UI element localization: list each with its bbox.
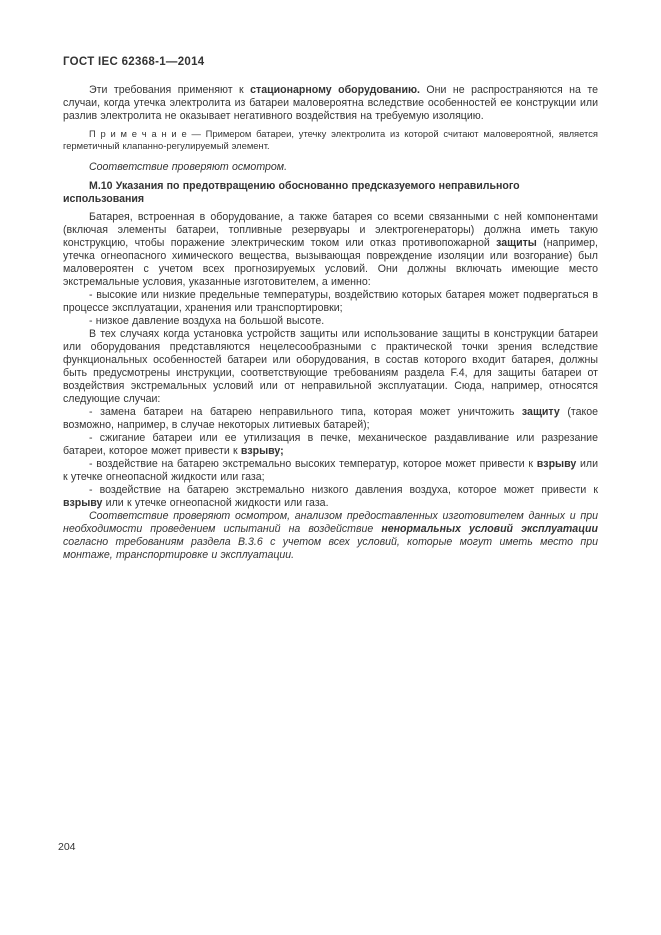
paragraph: [63, 406, 598, 432]
paragraph: [63, 161, 598, 174]
paragraph: [63, 289, 598, 315]
text-run: согласно требованиям раздела В.3.6 с учетом всех условий, которые могут иметь место при монтаже, транспортировке и эксплуатации.: [63, 536, 598, 561]
text-run: (такое возможно, например, в случае некоторых литиевых батарей);: [63, 406, 599, 431]
text-run: взрыву: [536, 458, 577, 470]
paragraph: [63, 484, 598, 510]
text-run: Соответствие проверяют осмотром.: [89, 161, 288, 173]
paragraph: [63, 432, 598, 458]
text-run: Они не распространяются на те случаи, когда утечка электролита из батареи маловероятна вследствие особенностей ее конструкции или разлив электролита не оказывает негативного воздействия на требуемую изоляцию.: [63, 84, 599, 122]
paragraph: [63, 328, 598, 406]
paragraph: [63, 458, 598, 484]
paragraph: [63, 128, 598, 152]
text-run: защиты: [496, 237, 537, 249]
text-run: М.10 Указания по предотвращению обоснованно предсказуемого неправильного использования: [63, 180, 520, 205]
text-run: - воздействие на батарею экстремально низкого давления воздуха, которое может привести к: [89, 484, 598, 496]
text-run: - воздействие на батарею экстремально высоких температур, которое может привести к: [89, 458, 537, 470]
text-run: П р и м е ч а н и е — Примером батареи, утечку электролита из которой считают маловероятной, является герметичный клапанно-регулируемый элемент.: [63, 128, 598, 151]
text-run: или к утечке огнеопасной жидкости или газа.: [102, 497, 329, 509]
standard-designation-header: ГОСТ IEC 62368-1—2014: [63, 56, 205, 68]
text-run: стационарному оборудованию.: [250, 84, 420, 96]
text-run: - замена батареи на батарею неправильного типа, которая может уничтожить: [89, 406, 522, 418]
section-heading: [63, 180, 598, 206]
text-run: взрыву;: [240, 445, 284, 457]
text-run: В тех случаях когда установка устройств защиты или использование защиты в конструкции батареи или оборудования представляются нецелесообразными с практической точки зрения вследствие функциональных особенностей батареи или оборудования, в состав которого входит батарея, должны быть предусмотрены инструкции, соответствующие требованиям раздела F.4, для защиты батареи от воздействия экстремальных условий или от неправильной эксплуатации. Сюда, например, относятся следующие случаи:: [63, 328, 598, 405]
document-content: [63, 84, 598, 568]
text-run: взрыву: [63, 497, 103, 509]
text-run: защиту: [521, 406, 560, 418]
paragraph: [63, 211, 598, 289]
page-number: 204: [58, 841, 76, 853]
text-run: - низкое давление воздуха на большой высоте.: [89, 315, 325, 327]
text-run: Батарея, встроенная в оборудование, а также батарея со всеми связанными с ней компонентами (включая элементы батареи, топливные резервуары и электрогенераторы) должна иметь такую конструкцию, чтобы поражение электрическим током или отказ противопожарной: [63, 211, 598, 249]
text-run: ненормальных условий эксплуатации: [381, 523, 598, 535]
text-run: (например, утечка огнеопасного химического вещества, вызывающая повреждение изоляции или возгорание) был маловероятен с учетом всех прогнозируемых условий. Они должны включать имеющие место экстремальные условия, указанные изготовителем, а именно:: [63, 237, 598, 288]
text-run: или к утечке огнеопасной жидкости или газа;: [63, 458, 598, 483]
paragraph: [63, 84, 598, 123]
text-run: Эти требования применяют к: [89, 84, 251, 96]
text-run: - высокие или низкие предельные температуры, воздействию которых батарея может подвергаться в процессе эксплуатации, хранения или транспортировки;: [63, 289, 598, 314]
paragraph: [63, 315, 598, 328]
paragraph: [63, 510, 598, 562]
text-run: - сжигание батареи или ее утилизация в печке, механическое раздавливание или разрезание батареи, которое может привести к: [63, 432, 598, 457]
text-run: Соответствие проверяют осмотром, анализом предоставленных изготовителем данных и при необходимости проведением испытаний на воздействие: [63, 510, 598, 535]
